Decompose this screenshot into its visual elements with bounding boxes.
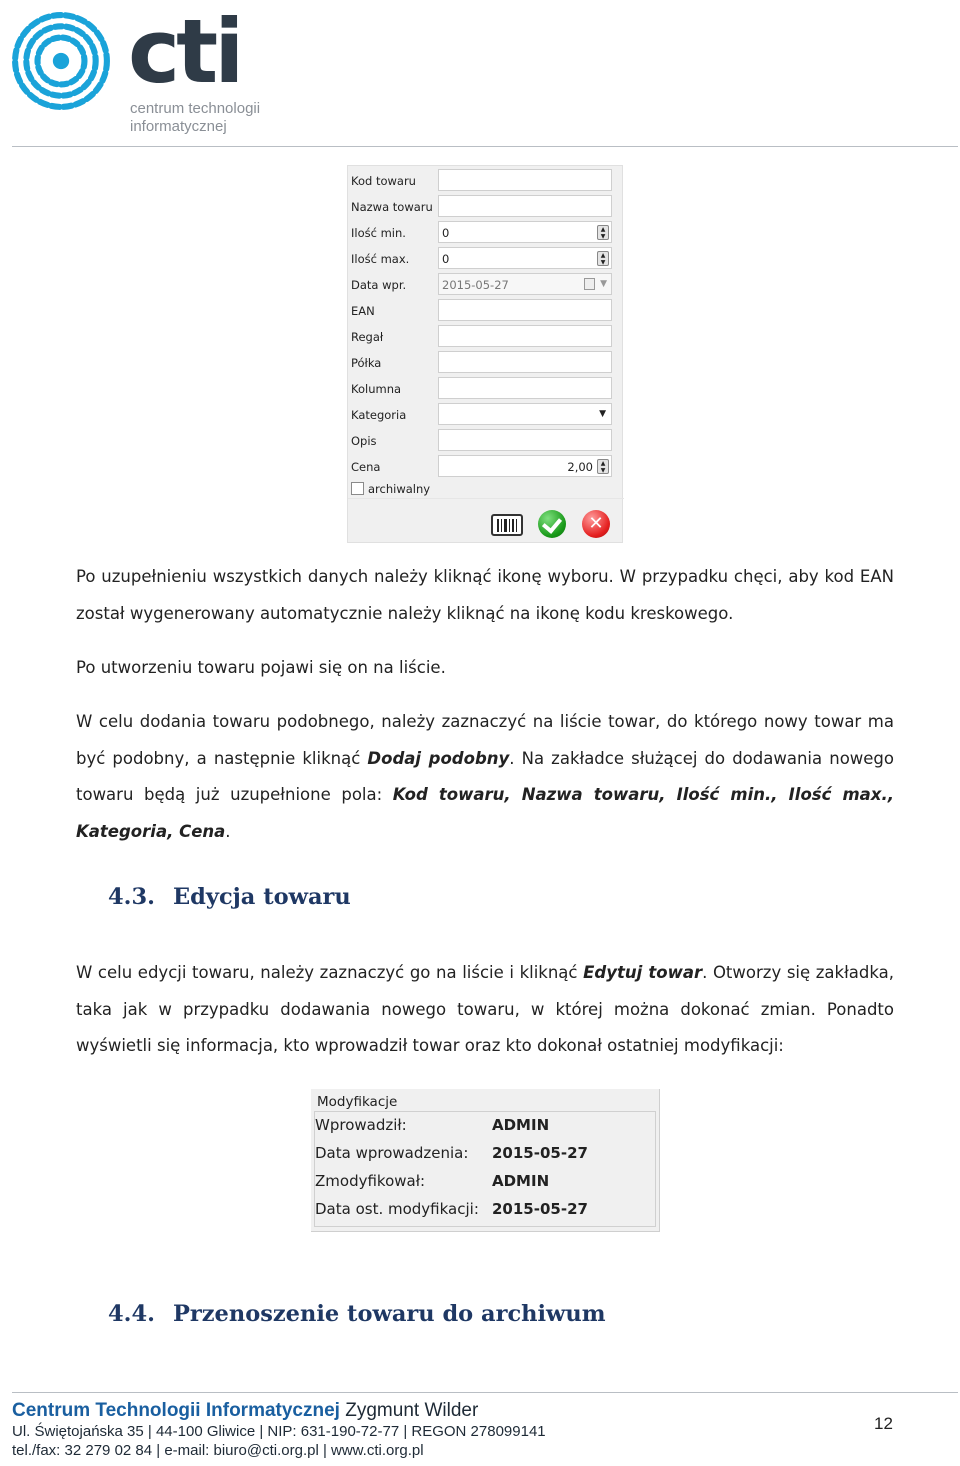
field-label: Kod towaru (351, 174, 416, 188)
emphasis-edytuj-towar: Edytuj towar (583, 963, 703, 982)
form-row-regal (348, 325, 624, 347)
barcode-icon[interactable] (491, 514, 523, 536)
form-row-data-wpr (348, 273, 624, 295)
form-row-ean (348, 299, 624, 321)
form-row-kod-towaru (348, 169, 624, 191)
field-label: Data wpr. (351, 278, 407, 292)
ilosc-max-stepper[interactable]: 0 ▲ ▼ (438, 247, 612, 269)
data-wpr-date-picker[interactable]: 2015-05-27 ▼ (438, 273, 612, 295)
spinner-arrows-icon[interactable]: ▲ ▼ (597, 225, 609, 240)
modification-row: Wprowadził: ADMIN (315, 1116, 550, 1134)
form-row-archiwalny (348, 478, 624, 500)
nazwa-towaru-input[interactable] (438, 195, 612, 217)
cti-logo-subtitle: centrum technologii informatycznej (130, 100, 261, 135)
field-label: EAN (351, 304, 375, 318)
modification-row: Zmodyfikował: ADMIN (315, 1172, 550, 1190)
form-row-cena (348, 455, 624, 477)
modifications-panel-screenshot (311, 1089, 660, 1232)
kod-towaru-input[interactable] (438, 169, 612, 191)
field-label: Opis (351, 434, 377, 448)
field-label: Ilość max. (351, 252, 410, 266)
field-label: Nazwa towaru (351, 200, 433, 214)
cancel-x-icon[interactable]: ✕ (582, 510, 610, 538)
modification-row: Data wprowadzenia: 2015-05-27 (315, 1144, 588, 1162)
paragraph-add-similar: W celu dodania towaru podobnego, należy zaznaczyć na liście towar, do którego nowy towar ma być podobny, a następnie kliknąć Dodaj podobny. Na zakładce służącej do dodawania nowego towaru będą już uzupełnione pola: Kod towaru, Nazwa towaru, Ilość min., Ilość max., Kategoria, Cena. (76, 712, 894, 841)
form-row-polka (348, 351, 624, 373)
form-divider (348, 498, 624, 499)
ean-input[interactable] (438, 299, 612, 321)
kolumna-input[interactable] (438, 377, 612, 399)
field-label: Cena (351, 460, 381, 474)
polka-input[interactable] (438, 351, 612, 373)
section-heading-4-4: 4.4. Przenoszenie towaru do archiwum (108, 1301, 606, 1327)
archiwalny-checkbox[interactable] (351, 482, 364, 495)
footer-divider (12, 1392, 958, 1393)
paragraph-edit-product: W celu edycji towaru, należy zaznaczyć go na liście i kliknąć Edytuj towar. Otworzy się zakładka, taka jak w przypadku dodawania nowego towaru, w której można dokonać zmian. Ponadto wyświetli się informacja, kto wprowadził towar oraz kto dokonał ostatniej modyfikacji: (76, 963, 894, 1055)
page-footer (12, 1400, 632, 1460)
ilosc-min-stepper[interactable]: 0 ▲ ▼ (438, 221, 612, 243)
spinner-arrows-icon[interactable]: ▲ ▼ (597, 251, 609, 266)
form-row-nazwa-towaru (348, 195, 624, 217)
form-row-ilosc-min (348, 221, 624, 243)
modifications-title: Modyfikacje (317, 1094, 398, 1110)
add-product-form-screenshot (347, 165, 623, 543)
field-label: Kategoria (351, 408, 407, 422)
chevron-down-icon[interactable]: ▼ (599, 409, 606, 419)
calendar-icon[interactable] (584, 278, 595, 290)
cti-logo-circle-icon (10, 10, 112, 112)
footer-contact-line: tel./fax: 32 279 02 84 | e-mail: biuro@cti.org.pl | www.cti.org.pl (12, 1442, 424, 1459)
paragraph-after-form: Po uzupełnieniu wszystkich danych należy kliknąć ikonę wyboru. W przypadku chęci, aby kod EAN został wygenerowany automatycznie należy kliknąć na ikonę kodu kreskowego. (76, 567, 894, 623)
page-number: 12 (874, 1414, 893, 1433)
paragraph-product-created: Po utworzeniu towaru pojawi się on na liście. (76, 658, 446, 677)
regal-input[interactable] (438, 325, 612, 347)
header-divider (12, 146, 958, 147)
opis-input[interactable] (438, 429, 612, 451)
field-label: Ilość min. (351, 226, 406, 240)
emphasis-dodaj-podobny: Dodaj podobny (367, 748, 510, 768)
form-row-kategoria (348, 403, 624, 425)
modification-row: Data ost. modyfikacji: 2015-05-27 (315, 1200, 588, 1218)
confirm-check-icon[interactable] (538, 510, 566, 538)
field-label: Regał (351, 330, 384, 344)
field-label: Kolumna (351, 382, 402, 396)
section-heading-4-3: 4.3. Edycja towaru (108, 884, 351, 910)
footer-address-line: Ul. Świętojańska 35 | 44-100 Gliwice | NIP: 631-190-72-77 | REGON 278099141 (12, 1423, 546, 1440)
emphasis-prefilled-fields: Kod towaru, Nazwa towaru, Ilość min., Ilość max., Kategoria, Cena (76, 785, 894, 841)
form-row-opis (348, 429, 624, 451)
form-row-kolumna (348, 377, 624, 399)
cti-logo-wordmark: cti (128, 0, 241, 103)
field-label: Półka (351, 356, 382, 370)
spinner-arrows-icon[interactable]: ▲ ▼ (597, 459, 609, 474)
footer-company-line: Centrum Technologii Informatycznej Zygmunt Wilder (12, 1400, 479, 1421)
form-row-ilosc-max (348, 247, 624, 269)
page-header (0, 0, 960, 150)
chevron-down-icon[interactable]: ▼ (600, 279, 607, 289)
archiwalny-label: archiwalny (368, 482, 431, 496)
cena-stepper[interactable]: 2,00 ▲ ▼ (438, 455, 612, 477)
kategoria-dropdown[interactable] (438, 403, 612, 425)
